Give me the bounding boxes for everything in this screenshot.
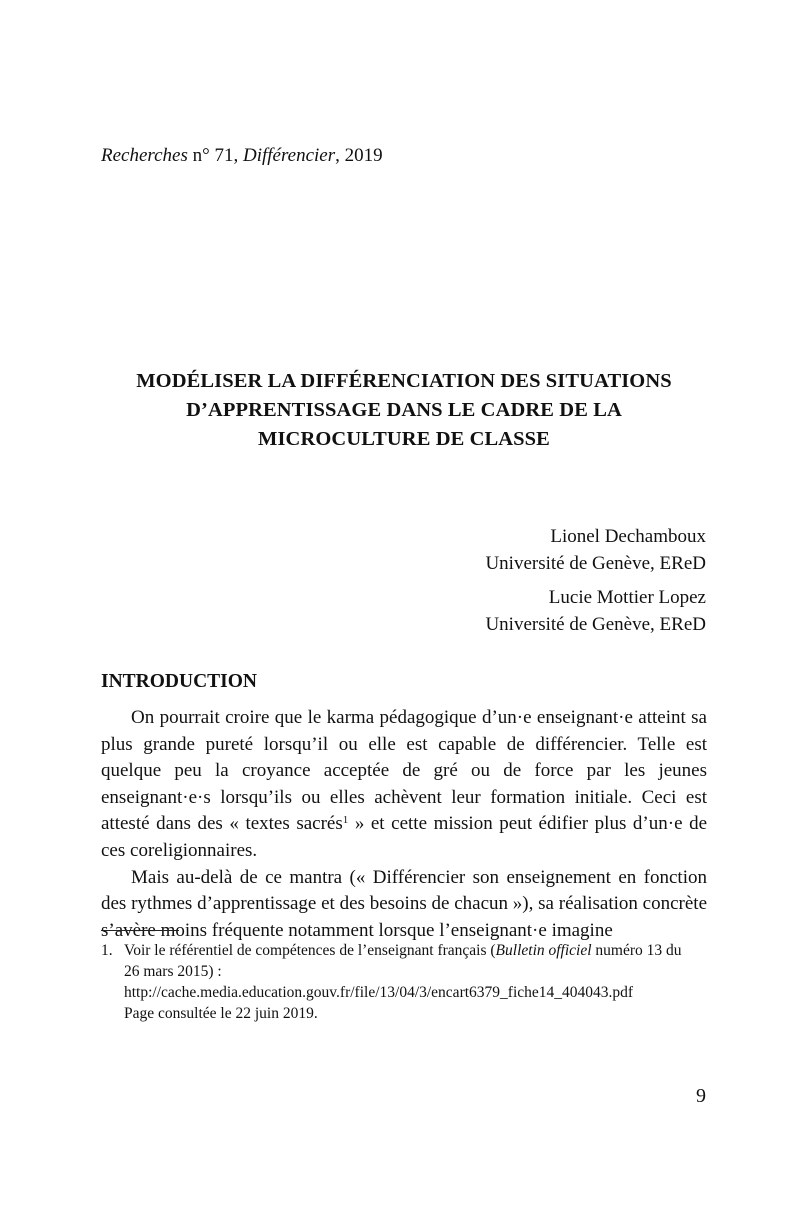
- footnote-text: numéro 13 du: [591, 942, 682, 959]
- footnote-italic: Bulletin officiel: [495, 942, 592, 959]
- author-block: [485, 523, 706, 638]
- footnote-separator: [101, 930, 179, 931]
- title-line: MODÉLISER LA DIFFÉRENCIATION DES SITUATIONS: [136, 370, 672, 392]
- paragraph-text: » et cette mission peut édifier plus d’un·e de ces coreligionnaires.: [101, 813, 707, 861]
- footnote-line: Page consultée le 22 juin 2019.: [124, 1005, 318, 1022]
- body-text: [101, 705, 707, 944]
- paragraph: [101, 705, 707, 865]
- author-name: Lionel Dechamboux: [550, 526, 706, 547]
- paragraph-text: On pourrait croire que le karma pédagogique d’un·e enseignant·e atteint sa plus grande pureté lorsqu’il ou elle est capable de différencier. Telle est quelque peu la croyance acceptée de gré ou de force par les jeunes enseignant·e·s lorsqu’ils ou elles achèvent leur formation initiale. Ceci est attesté dans des « textes sacrés: [101, 707, 707, 835]
- section-heading: INTRODUCTION: [101, 671, 258, 692]
- footnote-number: 1.: [101, 942, 113, 959]
- title-line: MICROCULTURE DE CLASSE: [258, 428, 550, 450]
- footnote-ref[interactable]: 1: [342, 814, 349, 827]
- footnote-body: [124, 940, 707, 1024]
- footnote-text: Voir le référentiel de compétences de l’enseignant français (: [124, 942, 496, 959]
- footnote-line: [124, 940, 707, 961]
- article-title: [101, 367, 707, 454]
- title-line: D’APPRENTISSAGE DANS LE CADRE DE LA: [186, 399, 622, 421]
- author-affiliation: Université de Genève, EReD: [485, 614, 706, 635]
- paragraph: Mais au-delà de ce mantra (« Différencier son enseignement en fonction des rythmes d’apprentissage et des besoins de chacun »), sa réalisation concrète s’avère moins fréquente notamment lorsque l’enseignant·e imagine: [101, 866, 707, 941]
- journal-name: Recherches: [101, 145, 188, 166]
- issue-year: , 2019: [335, 145, 383, 166]
- running-header: [101, 145, 383, 167]
- footnote-line: 26 mars 2015) :: [124, 963, 222, 980]
- footnote-url[interactable]: http://cache.media.education.gouv.fr/file/13/04/3/encart6379_fiche14_404043.pdf: [124, 984, 634, 1001]
- issue-number: n° 71,: [187, 145, 243, 166]
- issue-theme: Différencier: [242, 145, 336, 166]
- author-affiliation: Université de Genève, EReD: [485, 553, 706, 574]
- footnote: [101, 940, 707, 1024]
- author-name: Lucie Mottier Lopez: [548, 587, 706, 608]
- page-number: 9: [696, 1085, 706, 1107]
